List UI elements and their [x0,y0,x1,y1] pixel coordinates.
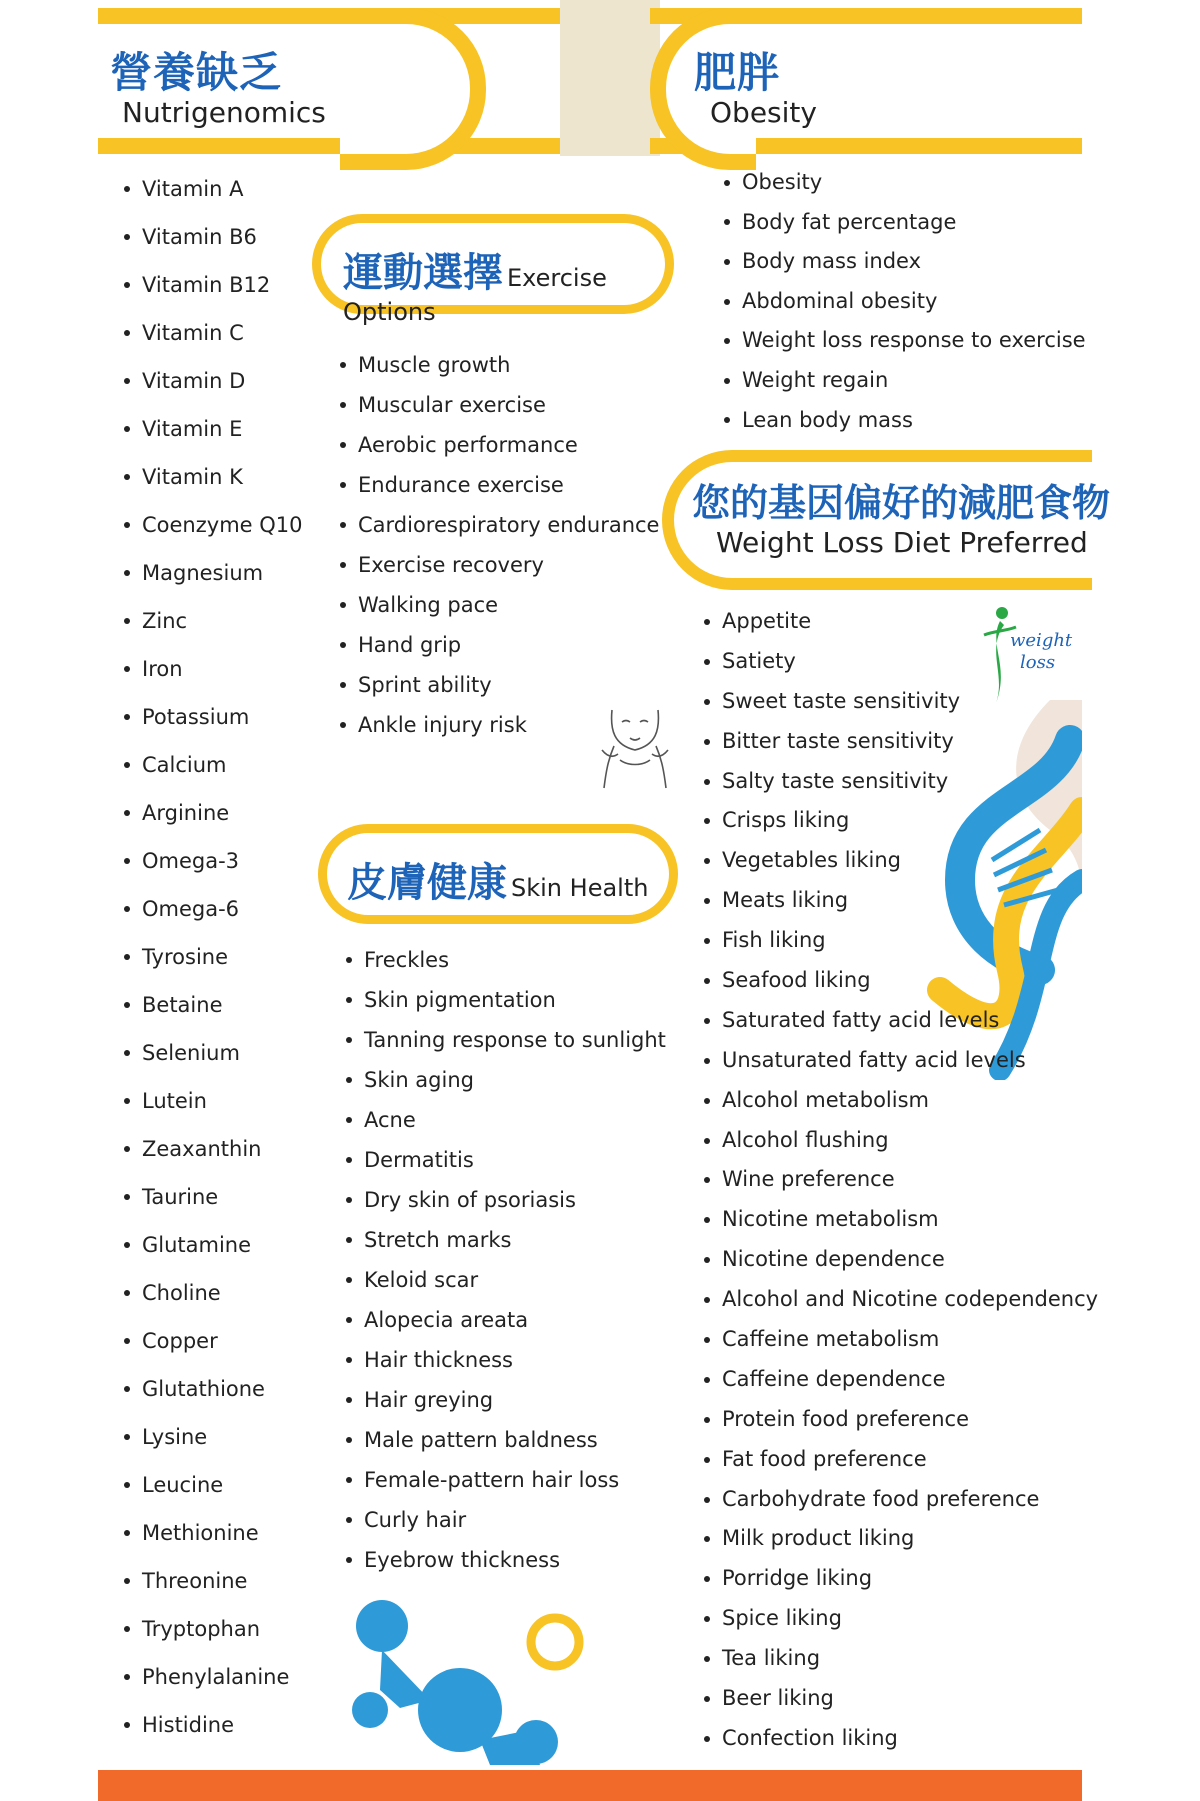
list-item: Aerobic performance [340,425,659,465]
logo-word-weight: weight [1010,630,1073,651]
skin-health-list [346,940,666,1580]
list-item: Sprint ability [340,665,659,705]
list-item: Copper [124,1317,303,1365]
list-item: Muscular exercise [340,385,659,425]
list-item: Seafood liking [704,961,1098,1001]
list-item: Vitamin A [124,165,303,213]
list-item: Dermatitis [346,1140,666,1180]
list-item: Female-pattern hair loss [346,1460,666,1500]
list-item: Nicotine dependence [704,1240,1098,1280]
list-item: Betaine [124,981,303,1029]
list-item: Bitter taste sensitivity [704,722,1098,762]
molecule-decoration-icon [340,1590,640,1770]
list-item: Vitamin K [124,453,303,501]
list-item: Selenium [124,1029,303,1077]
nutrigenomics-title-zh: 營養缺乏 [110,48,283,97]
list-item: Caffeine metabolism [704,1320,1098,1360]
list-item: Cardiorespiratory endurance [340,505,659,545]
list-item: Potassium [124,693,303,741]
exercise-title-en: Exercise Options [343,264,607,326]
list-item: Skin pigmentation [346,980,666,1020]
logo-word-loss: loss [1020,652,1056,673]
list-item: Calcium [124,741,303,789]
list-item: Saturated fatty acid levels [704,1001,1098,1041]
list-item: Omega-3 [124,837,303,885]
list-item: Iron [124,645,303,693]
skin-title-en: Skin Health [511,874,649,902]
list-item: Eyebrow thickness [346,1540,666,1580]
list-item: Omega-6 [124,885,303,933]
list-item: Skin aging [346,1060,666,1100]
list-item: Lutein [124,1077,303,1125]
nutrigenomics-title-en: Nutrigenomics [122,96,326,129]
list-item: Crisps liking [704,801,1098,841]
list-item: Acne [346,1100,666,1140]
list-item: Alcohol and Nicotine codependency [704,1280,1098,1320]
list-item: Vegetables liking [704,841,1098,881]
list-item: Porridge liking [704,1559,1098,1599]
list-item: Vitamin B12 [124,261,303,309]
list-item: Tryptophan [124,1605,303,1653]
list-item: Curly hair [346,1500,666,1540]
list-item: Phenylalanine [124,1653,303,1701]
list-item: Lysine [124,1413,303,1461]
list-item: Dry skin of psoriasis [346,1180,666,1220]
list-item: Vitamin B6 [124,213,303,261]
list-item: Threonine [124,1557,303,1605]
face-illustration-icon [600,700,670,790]
list-item: Meats liking [704,881,1098,921]
list-item: Beer liking [704,1679,1098,1719]
list-item: Body mass index [724,242,1086,282]
list-item: Satiety [704,642,1098,682]
header-stripe [98,8,568,24]
exercise-options-header [312,214,674,326]
exercise-title-zh: 運動選擇 [343,250,503,296]
list-item: Magnesium [124,549,303,597]
list-item: Fish liking [704,921,1098,961]
list-item: Arginine [124,789,303,837]
list-item: Nicotine metabolism [704,1200,1098,1240]
obesity-title-en: Obesity [710,96,817,129]
list-item: Weight regain [724,361,1086,401]
list-item: Alcohol metabolism [704,1081,1098,1121]
list-item: Endurance exercise [340,465,659,505]
list-item: Tea liking [704,1639,1098,1679]
list-item: Stretch marks [346,1220,666,1260]
list-item: Sweet taste sensitivity [704,682,1098,722]
exercise-list [340,345,659,745]
list-item: Vitamin E [124,405,303,453]
nutrigenomics-list [124,165,303,1749]
bottom-bar [98,1770,1082,1801]
list-item: Zinc [124,597,303,645]
list-item: Weight loss response to exercise [724,321,1086,361]
list-item: Caffeine dependence [704,1360,1098,1400]
list-item: Carbohydrate food preference [704,1480,1098,1520]
list-item: Milk product liking [704,1519,1098,1559]
weight-loss-diet-list [704,602,1098,1759]
list-item: Salty taste sensitivity [704,762,1098,802]
skin-health-header [318,824,678,924]
list-item: Wine preference [704,1160,1098,1200]
weight-loss-title-en: Weight Loss Diet Preferred [716,526,1088,559]
list-item: Unsaturated fatty acid levels [704,1041,1098,1081]
list-item: Ankle injury risk [340,705,659,745]
list-item: Male pattern baldness [346,1420,666,1460]
list-item: Hand grip [340,625,659,665]
list-item: Hair thickness [346,1340,666,1380]
header-stripe [98,138,568,154]
list-item: Abdominal obesity [724,282,1086,322]
header-divider-shape [560,0,660,156]
list-item: Walking pace [340,585,659,625]
obesity-list [724,163,1086,440]
list-item: Fat food preference [704,1440,1098,1480]
list-item: Glutamine [124,1221,303,1269]
list-item: Muscle growth [340,345,659,385]
list-item: Spice liking [704,1599,1098,1639]
skin-title-zh: 皮膚健康 [347,860,507,906]
list-item: Protein food preference [704,1400,1098,1440]
list-item: Hair greying [346,1380,666,1420]
weight-loss-title-zh: 您的基因偏好的減肥食物 [692,481,1111,525]
list-item: Leucine [124,1461,303,1509]
list-item: Body fat percentage [724,203,1086,243]
list-item: Glutathione [124,1365,303,1413]
list-item: Zeaxanthin [124,1125,303,1173]
list-item: Coenzyme Q10 [124,501,303,549]
list-item: Appetite [704,602,1098,642]
list-item: Taurine [124,1173,303,1221]
list-item: Vitamin D [124,357,303,405]
list-item: Tyrosine [124,933,303,981]
list-item: Histidine [124,1701,303,1749]
list-item: Tanning response to sunlight [346,1020,666,1060]
list-item: Methionine [124,1509,303,1557]
list-item: Lean body mass [724,401,1086,441]
list-item: Freckles [346,940,666,980]
obesity-title-zh: 肥胖 [694,48,781,97]
list-item: Exercise recovery [340,545,659,585]
list-item: Alcohol flushing [704,1121,1098,1161]
list-item: Choline [124,1269,303,1317]
list-item: Obesity [724,163,1086,203]
list-item: Confection liking [704,1719,1098,1759]
list-item: Alopecia areata [346,1300,666,1340]
list-item: Keloid scar [346,1260,666,1300]
list-item: Vitamin C [124,309,303,357]
